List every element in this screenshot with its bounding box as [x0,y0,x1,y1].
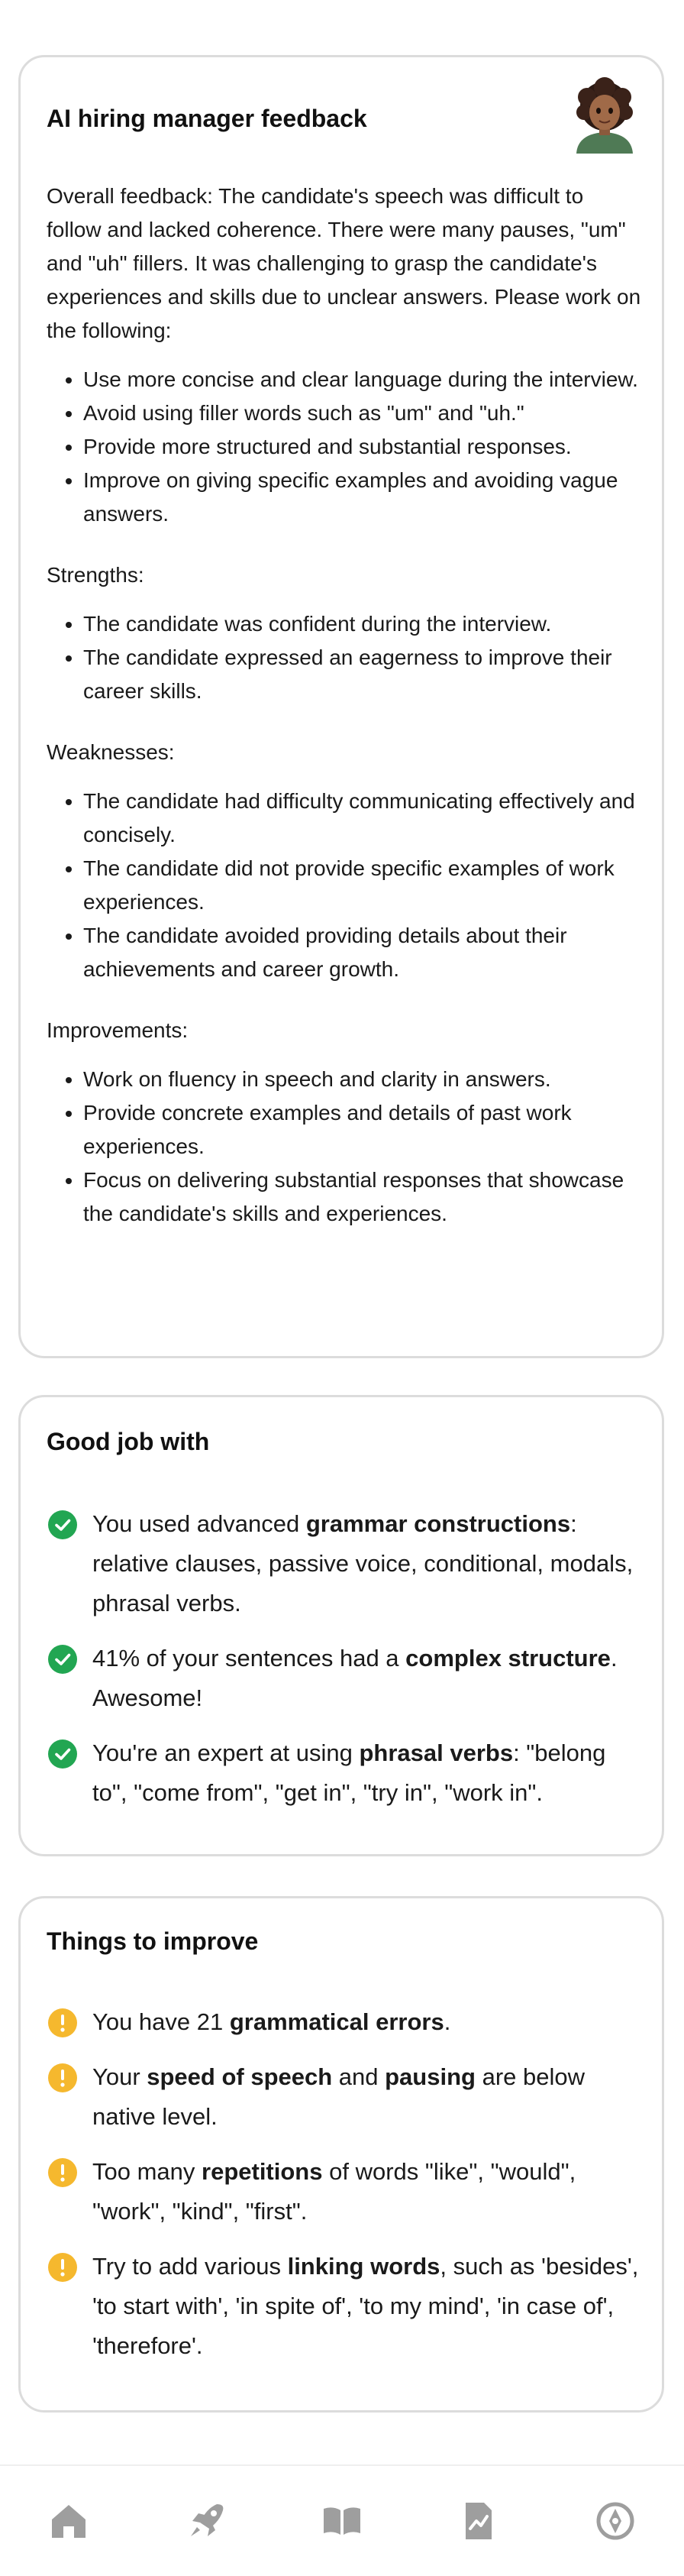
item-highlight: repetitions [202,2158,323,2185]
improve-item [47,2152,642,2231]
list-item: • Improve on giving specific examples and avoiding vague answers. [83,464,642,531]
item-text: You're an expert at using [92,1739,360,1766]
item-highlight: linking words [287,2253,440,2280]
list-item: • The candidate avoided providing details about their achievements and career growth. [83,919,642,986]
good-job-title: Good job with [47,1428,210,1455]
home-icon [44,2497,93,2545]
item-text: Your [92,2063,147,2090]
item-text: : "belong to", "come from", "get in", "try in", "work in". [92,1739,606,1806]
item-text: . Awesome! [92,1645,618,1711]
list-item: • The candidate was confident during the interview. [83,607,642,641]
weaknesses-label: Weaknesses: [47,740,175,764]
check-circle-icon [48,1739,77,1769]
list-item: • Avoid using filler words such as "um" and "uh." [83,396,642,430]
exclamation-circle-icon [48,2008,77,2037]
nav-book-button[interactable] [318,2497,366,2545]
item-text: You used advanced [92,1510,306,1537]
good-job-item [47,1504,642,1623]
improve-item [47,2057,642,2137]
check-circle-icon [48,1510,77,1539]
item-highlight: phrasal verbs [359,1739,514,1766]
exclamation-circle-icon [48,2063,77,2092]
item-text: and [332,2063,386,2090]
overall-feedback: Overall feedback: The candidate's speech was difficult to follow and lacked coherence. There were many pauses, "um" and "uh" fillers. It was challenging to grasp the candidate's experiences and skills due to unclear answers. Please work on the following: [47,184,641,342]
item-text: of words "like", "would", "work", "kind", "first". [92,2158,576,2225]
improvements-list [47,1063,642,1231]
feedback-card [18,55,664,1358]
list-item: • Use more concise and clear language during the interview. [83,363,642,396]
feedback-body [47,180,642,1258]
improvements-label: Improvements: [47,1018,189,1042]
good-job-item [47,1733,642,1813]
item-text: : relative clauses, passive voice, conditional, modals, phrasal verbs. [92,1510,634,1616]
list-item: • The candidate had difficulty communicating effectively and concisely. [83,785,642,852]
list-item: • Provide more structured and substantial responses. [83,430,642,464]
nav-stats-button[interactable] [453,2497,502,2545]
overall-points-list [47,363,642,531]
list-item: • Work on fluency in speech and clarity in answers. [83,1063,642,1096]
item-text: . [444,2008,451,2035]
exclamation-circle-icon [48,2158,77,2187]
list-item: • The candidate did not provide specific examples of work experiences. [83,852,642,919]
nav-explore-button[interactable] [591,2497,640,2545]
item-text: are below native level. [92,2063,585,2130]
strengths-list [47,607,642,708]
book-icon [318,2497,366,2545]
item-text: , such as 'besides', 'to start with', 'in spite of', 'to my mind', 'in case of', 'therefore'. [92,2253,639,2359]
nav-home-button[interactable] [44,2497,93,2545]
item-highlight: speed of speech [147,2063,333,2090]
rocket-icon [182,2497,231,2545]
good-job-card [18,1395,664,1856]
avatar [570,77,639,154]
list-item: • Provide concrete examples and details of past work experiences. [83,1096,642,1163]
improve-list [47,2002,642,2381]
exclamation-circle-icon [48,2253,77,2282]
item-highlight: grammatical errors [229,2008,444,2035]
item-text: 41% of your sentences had a [92,1645,406,1671]
strengths-label: Strengths: [47,563,144,587]
compass-icon [591,2497,640,2545]
list-item: • The candidate expressed an eagerness to improve their career skills. [83,641,642,708]
feedback-title: AI hiring manager feedback [47,105,367,132]
chart-document-icon [453,2497,502,2545]
avatar-illustration [570,77,639,154]
item-text: Try to add various [92,2253,288,2280]
item-highlight: pausing [385,2063,476,2090]
item-text: You have 21 [92,2008,230,2035]
good-job-item [47,1639,642,1718]
list-item: • Focus on delivering substantial responses that showcase the candidate's skills and experiences. [83,1163,642,1231]
weaknesses-list [47,785,642,986]
item-text: Too many [92,2158,202,2185]
improve-item [47,2002,642,2042]
item-highlight: grammar constructions [305,1510,571,1537]
improve-card [18,1896,664,2413]
improve-title: Things to improve [47,1927,259,1955]
check-circle-icon [48,1645,77,1674]
nav-rocket-button[interactable] [182,2497,231,2545]
item-highlight: complex structure [405,1645,611,1671]
bottom-nav [0,2464,684,2576]
good-job-list [47,1504,642,1828]
improve-item [47,2247,642,2366]
